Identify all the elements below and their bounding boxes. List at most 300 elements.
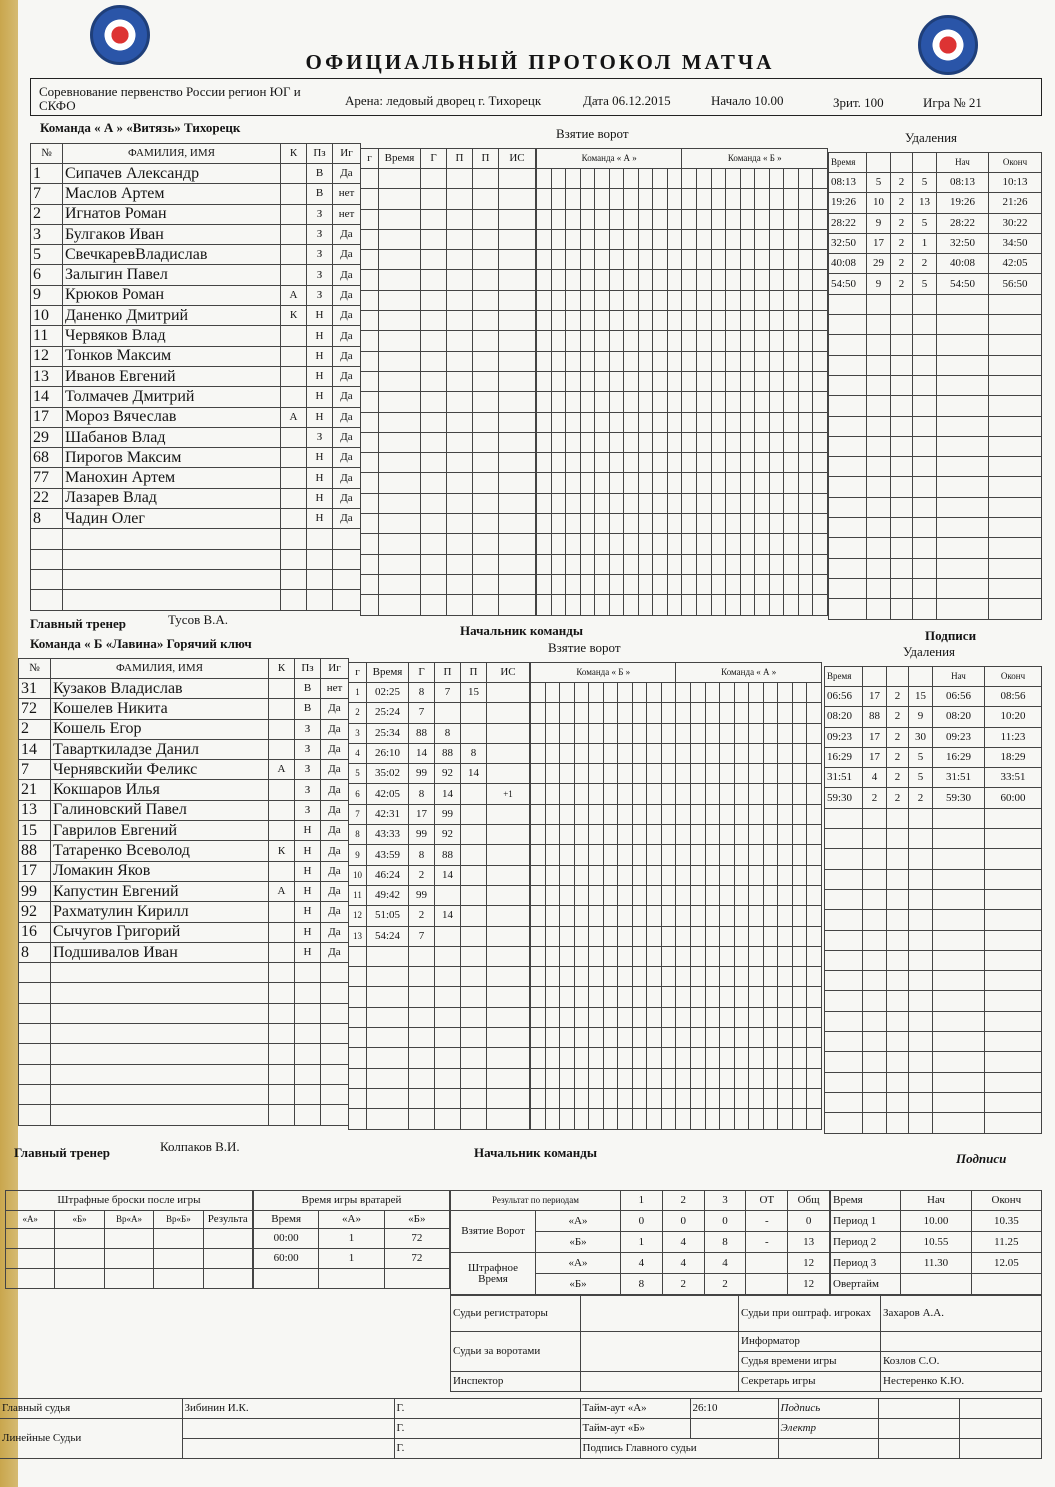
grid-cell: [749, 845, 764, 865]
player-played: Да: [333, 448, 361, 468]
grid-cell: [560, 845, 575, 865]
grid-cell: [813, 270, 828, 290]
player-number: 88: [19, 841, 51, 861]
empty-cell: [269, 983, 295, 1003]
empty-cell: [269, 1024, 295, 1044]
grid-cell: [545, 926, 560, 946]
grid-cell: [531, 865, 546, 885]
grid-cell: [711, 229, 726, 249]
goal-assist2: [461, 926, 487, 946]
empty-cell: [937, 416, 989, 436]
col-goal: Г: [421, 149, 447, 169]
table-row: [829, 355, 1042, 375]
empty-cell: [473, 371, 499, 391]
grid-cell: [603, 1088, 618, 1108]
pim-b-total: 12: [788, 1274, 830, 1295]
grid-cell: [560, 1048, 575, 1068]
empty-cell: [909, 991, 933, 1011]
table-row: [349, 825, 530, 845]
grid-cell: [624, 270, 639, 290]
grid-cell: [653, 371, 668, 391]
grid-cell: [691, 1068, 706, 1088]
grid-cell: [589, 1068, 604, 1088]
penalty-minutes: 2: [887, 747, 909, 767]
grid-cell: [609, 311, 624, 331]
goal-strength: [487, 865, 530, 885]
empty-cell: [863, 1072, 887, 1092]
time-col: Оконч: [971, 1191, 1041, 1211]
table-row: [361, 371, 536, 391]
grid-cell: [566, 250, 581, 270]
grid-cell: [705, 865, 720, 885]
goal-strength: [487, 885, 530, 905]
goal-number: 7: [349, 804, 367, 824]
grid-cell: [574, 845, 589, 865]
grid-cell: [676, 683, 691, 703]
grid-cell: [682, 453, 697, 473]
player-played: нет: [333, 204, 361, 224]
table-row: [829, 274, 1042, 294]
grid-cell: [603, 723, 618, 743]
secretary-value: Нестеренко К.Ю.: [881, 1372, 1042, 1392]
table-row: [531, 845, 822, 865]
player-role: [269, 902, 295, 922]
table-row: [825, 747, 1042, 767]
empty-cell: [499, 574, 536, 594]
grid-cell: [624, 229, 639, 249]
empty-cell: [435, 987, 461, 1007]
grid-cell: [638, 169, 653, 189]
team-b-roster: [18, 658, 349, 1126]
goal-assist2: [461, 885, 487, 905]
empty-cell: [409, 1068, 435, 1088]
empty-cell: [473, 250, 499, 270]
player-played: Да: [321, 902, 349, 922]
table-row: [361, 514, 536, 534]
table-row: [19, 963, 349, 983]
col-pen-num: [863, 667, 887, 687]
grid-cell: [603, 967, 618, 987]
goal-assist1: [435, 703, 461, 723]
grid-cell: [734, 683, 749, 703]
grid-cell: [595, 290, 610, 310]
grid-cell: [778, 946, 793, 966]
empty-cell: [307, 529, 333, 549]
grid-cell: [545, 825, 560, 845]
grid-cell: [566, 595, 581, 615]
grid-cell: [545, 967, 560, 987]
empty-cell: [367, 1068, 409, 1088]
grid-cell: [667, 392, 682, 412]
grid-cell: [813, 229, 828, 249]
empty-cell: [891, 315, 913, 335]
match-info-row: [30, 78, 1042, 116]
grid-cell: [618, 703, 633, 723]
grid-cell: [595, 514, 610, 534]
goals-label: Взятие Ворот: [451, 1211, 536, 1253]
grid-cell: [697, 371, 712, 391]
grid-cell: [589, 865, 604, 885]
empty-cell: [487, 967, 530, 987]
player-role: [269, 800, 295, 820]
goal-scorer: 17: [409, 804, 435, 824]
grid-cell: [537, 311, 552, 331]
goal-assist1: 99: [435, 804, 461, 824]
grid-cell: [638, 229, 653, 249]
empty-cell: [829, 416, 867, 436]
grid-cell: [566, 473, 581, 493]
goals-a-p2: 0: [662, 1211, 704, 1232]
grid-cell: [632, 906, 647, 926]
grid-cell: [618, 1007, 633, 1027]
empty-cell: [989, 315, 1042, 335]
table-row: [829, 538, 1042, 558]
player-number: 8: [31, 509, 63, 529]
shootout-col: Вр«Б»: [154, 1211, 203, 1229]
grid-cell: [792, 906, 807, 926]
grid-cell: [667, 493, 682, 513]
grid-cell: [720, 804, 735, 824]
empty-cell: [887, 910, 909, 930]
table-row: [361, 554, 536, 574]
empty-cell: [409, 1028, 435, 1048]
grid-cell: [653, 534, 668, 554]
grid-cell: [638, 453, 653, 473]
player-name: Кокшаров Илья: [51, 780, 269, 800]
grid-cell: [755, 270, 770, 290]
grid-cell: [667, 351, 682, 371]
empty-cell: [933, 1092, 985, 1112]
goal-time: 02:25: [367, 683, 409, 703]
grid-cell: [551, 209, 566, 229]
col-name: ФАМИЛИЯ, ИМЯ: [63, 144, 281, 164]
player-name: Сычугов Григорий: [51, 922, 269, 942]
grid-cell: [589, 1028, 604, 1048]
grid-cell: [545, 743, 560, 763]
empty-cell: [269, 1064, 295, 1084]
grid-cell: [545, 946, 560, 966]
grid-cell: [661, 906, 676, 926]
grid-cell: [720, 723, 735, 743]
grid-cell: [726, 351, 741, 371]
grid-cell: [574, 764, 589, 784]
grid-cell: [726, 229, 741, 249]
grid-cell: [589, 1088, 604, 1108]
grid-cell: [691, 804, 706, 824]
grid-cell: [711, 209, 726, 229]
grid-cell: [711, 331, 726, 351]
empty-cell: [985, 991, 1042, 1011]
grid-cell: [769, 554, 784, 574]
table-row: [829, 416, 1042, 436]
table-row: [31, 468, 361, 488]
goalie-col: «А»: [319, 1211, 384, 1229]
empty-cell: [447, 453, 473, 473]
grid-cell: [697, 493, 712, 513]
player-name: Чернявскийи Феликс: [51, 760, 269, 780]
empty-cell: [937, 396, 989, 416]
col-k: К: [269, 659, 295, 679]
grid-cell: [749, 1088, 764, 1108]
empty-cell: [909, 829, 933, 849]
grid-cell: [697, 189, 712, 209]
empty-cell: [421, 371, 447, 391]
empty-cell: [447, 392, 473, 412]
grid-cell: [603, 845, 618, 865]
empty-cell: [321, 1003, 349, 1023]
empty-cell: [379, 392, 421, 412]
goal-strength: [487, 743, 530, 763]
grid-cell: [580, 229, 595, 249]
grid-cell: [691, 967, 706, 987]
goal-time: 25:24: [367, 703, 409, 723]
grid-cell: [676, 703, 691, 723]
col-assist2: П: [461, 663, 487, 683]
grid-cell: [749, 865, 764, 885]
col-num: №: [31, 144, 63, 164]
grid-cell: [792, 1028, 807, 1048]
empty-cell: [321, 983, 349, 1003]
empty-cell: [333, 590, 361, 610]
grid-cell: [691, 764, 706, 784]
goal-assist1: 7: [435, 683, 461, 703]
grid-cell: [566, 189, 581, 209]
goal-time: 42:31: [367, 804, 409, 824]
grid-cell: [749, 946, 764, 966]
grid-cell: [624, 290, 639, 310]
empty-cell: [829, 599, 867, 619]
grid-cell: [691, 926, 706, 946]
goals-b-p1: 1: [621, 1232, 663, 1253]
grid-cell: [682, 169, 697, 189]
grid-cell: [784, 432, 799, 452]
goal-assist2: [461, 865, 487, 885]
empty-cell: [379, 371, 421, 391]
match-date: Дата 06.12.2015: [583, 93, 671, 108]
penalty-end: 08:56: [985, 687, 1042, 707]
player-played: Да: [333, 346, 361, 366]
table-row: [825, 1011, 1042, 1031]
grid-cell: [661, 1109, 676, 1129]
empty-cell: [909, 1113, 933, 1133]
table-row: [349, 885, 530, 905]
empty-cell: [863, 1052, 887, 1072]
grid-cell: [784, 250, 799, 270]
grid-cell: [784, 290, 799, 310]
grid-cell: [778, 784, 793, 804]
table-row: [531, 987, 822, 1007]
grid-cell: [755, 311, 770, 331]
player-role: [269, 719, 295, 739]
grid-cell: [691, 683, 706, 703]
grid-cell: [537, 595, 552, 615]
player-role: А: [269, 881, 295, 901]
penalty-end: 30:22: [989, 213, 1042, 233]
arena: Арена: ледовый дворец г. Тихорецк: [345, 93, 542, 108]
grid-cell: [647, 683, 662, 703]
grid-cell: [595, 534, 610, 554]
table-row: [829, 477, 1042, 497]
shootout-col: Результа: [203, 1211, 252, 1229]
player-position: З: [307, 245, 333, 265]
player-played: Да: [333, 387, 361, 407]
grid-cell: [638, 331, 653, 351]
grid-cell: [537, 493, 552, 513]
empty-cell: [891, 375, 913, 395]
grid-cell: [667, 209, 682, 229]
grid-cell: [595, 311, 610, 331]
empty-cell: [447, 595, 473, 615]
empty-cell: [985, 950, 1042, 970]
grid-cell: [537, 331, 552, 351]
grid-cell: [545, 764, 560, 784]
grid-cell: [574, 1109, 589, 1129]
table-row: [349, 743, 530, 763]
col-time: Время: [379, 149, 421, 169]
penalty-end: 33:51: [985, 768, 1042, 788]
table-row: [349, 946, 530, 966]
grid-cell: [711, 392, 726, 412]
grid-cell: [618, 804, 633, 824]
table-row: [829, 254, 1042, 274]
grid-cell: [589, 987, 604, 1007]
grid-cell: [734, 723, 749, 743]
empty-cell: [447, 229, 473, 249]
spectators: Зрит. 100: [833, 95, 884, 110]
grid-cell: [653, 392, 668, 412]
grid-cell: [769, 392, 784, 412]
grid-cell: [632, 845, 647, 865]
player-number: 13: [19, 800, 51, 820]
penalty-end: 56:50: [989, 274, 1042, 294]
grid-cell: [667, 534, 682, 554]
grid-cell: [551, 189, 566, 209]
grid-cell: [807, 946, 822, 966]
table-row: [361, 432, 536, 452]
empty-cell: [51, 983, 269, 1003]
player-number: 92: [19, 902, 51, 922]
goal-time: 51:05: [367, 906, 409, 926]
player-role: А: [269, 760, 295, 780]
table-row: [19, 983, 349, 1003]
grid-cell: [798, 290, 813, 310]
grid-cell: [638, 493, 653, 513]
period-label: Период 3: [831, 1253, 901, 1274]
grid-cell: [653, 229, 668, 249]
player-position: Н: [307, 346, 333, 366]
empty-cell: [933, 829, 985, 849]
empty-cell: [909, 910, 933, 930]
penalty-start: 59:30: [933, 788, 985, 808]
player-name: Ломакин Яков: [51, 861, 269, 881]
player-played: Да: [321, 780, 349, 800]
grid-cell: [807, 1068, 822, 1088]
grid-cell: [531, 1088, 546, 1108]
grid-cell: [778, 1109, 793, 1129]
empty-cell: [367, 1028, 409, 1048]
empty-cell: [937, 315, 989, 335]
grid-cell: [798, 574, 813, 594]
penalty-minutes: 2: [891, 254, 913, 274]
grid-cell: [784, 554, 799, 574]
empty-cell: [825, 1092, 863, 1112]
player-position: З: [307, 224, 333, 244]
penalty-time: 08:20: [825, 707, 863, 727]
empty-cell: [829, 294, 867, 314]
grid-cell: [676, 1068, 691, 1088]
table-row: [537, 574, 828, 594]
grid-cell: [545, 683, 560, 703]
player-position: Н: [295, 881, 321, 901]
player-position: Н: [295, 861, 321, 881]
goal-time: 35:02: [367, 764, 409, 784]
grid-cell: [595, 432, 610, 452]
grid-cell: [734, 784, 749, 804]
table-row: [349, 1048, 530, 1068]
table-row: [825, 768, 1042, 788]
grid-cell: [726, 514, 741, 534]
grid-cell: [624, 412, 639, 432]
grid-cell: [734, 1007, 749, 1027]
grid-cell: [740, 209, 755, 229]
goal-assist2: [461, 703, 487, 723]
empty-cell: [933, 991, 985, 1011]
grid-cell: [609, 595, 624, 615]
grid-cell: [807, 743, 822, 763]
pim-a-total: 12: [788, 1253, 830, 1274]
empty-cell: [473, 169, 499, 189]
player-role: К: [269, 841, 295, 861]
grid-cell: [618, 906, 633, 926]
grid-cell: [531, 1068, 546, 1088]
empty-cell: [989, 558, 1042, 578]
grid-cell: [531, 926, 546, 946]
empty-cell: [349, 1109, 367, 1129]
empty-cell: [825, 1052, 863, 1072]
empty-cell: [867, 477, 891, 497]
grid-cell: [697, 514, 712, 534]
empty-cell: [867, 599, 891, 619]
player-name: Кузаков Владислав: [51, 679, 269, 699]
grid-cell: [784, 473, 799, 493]
grid-cell: [638, 432, 653, 452]
table-row: [361, 189, 536, 209]
grid-cell: [734, 885, 749, 905]
table-row: [829, 315, 1042, 335]
empty-cell: [421, 229, 447, 249]
empty-cell: [985, 849, 1042, 869]
chief-judge-city: Г.: [394, 1399, 580, 1419]
col-pen-min: [891, 153, 913, 173]
empty-cell: [361, 250, 379, 270]
empty-cell: [989, 518, 1042, 538]
penalty-time: 19:26: [829, 193, 867, 213]
grid-cell: [711, 574, 726, 594]
table-row: [361, 311, 536, 331]
empty-cell: [913, 538, 937, 558]
league-logo-icon: [918, 15, 978, 75]
match-start: Начало 10.00: [711, 93, 784, 108]
grid-cell: [769, 290, 784, 310]
grid-cell: [603, 987, 618, 1007]
grid-cell: [807, 1028, 822, 1048]
grid-cell: [574, 804, 589, 824]
empty-cell: [367, 987, 409, 1007]
grid-cell: [763, 926, 778, 946]
grid-cell: [697, 392, 712, 412]
grid-cell: [603, 784, 618, 804]
player-position: Н: [307, 326, 333, 346]
